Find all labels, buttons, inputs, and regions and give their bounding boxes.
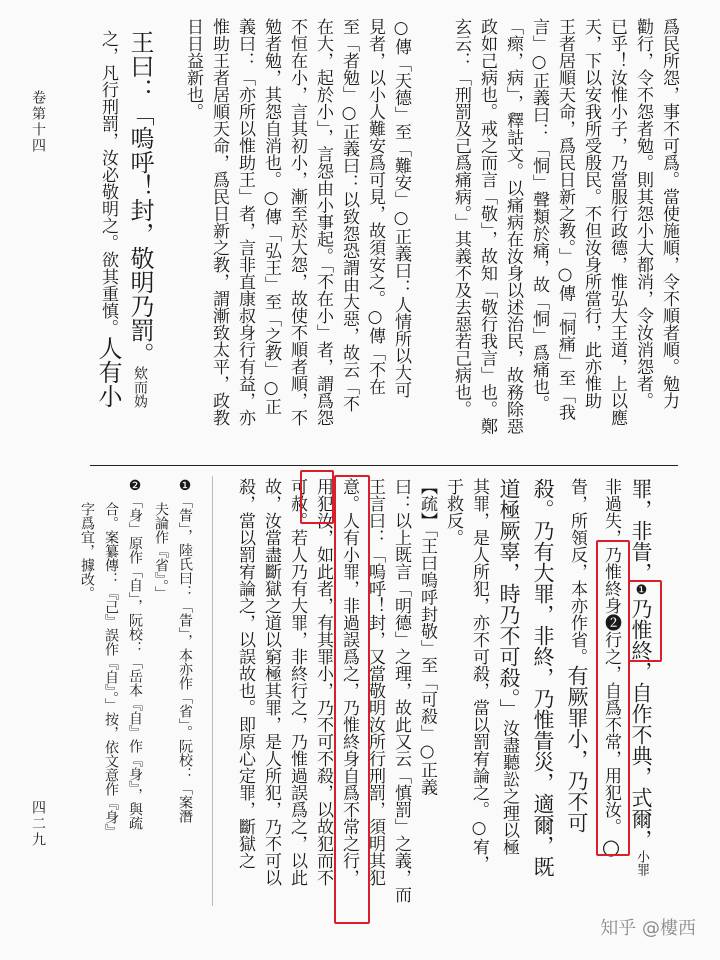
main-text-column <box>128 30 152 408</box>
page-number: 四二九 <box>30 800 46 848</box>
note-entry <box>154 502 168 600</box>
note-entry <box>80 502 94 600</box>
main-text: 乃惟終，自作不典，式爾， <box>629 598 653 850</box>
inline-commentary: 汝盡聽訟之理以極 <box>499 719 519 856</box>
main-text-column <box>630 478 651 876</box>
note-text: 「眚」，陸氏曰：「眚」，本亦作「省」。阮校：「案潛 <box>177 494 193 823</box>
commentary-column: 故，汝當盡斷獄之道以窮極其罪，是人所犯，乃不可以 <box>261 478 281 886</box>
commentary-column: 勉者勉，其怨自消也。○傳「弘王」至「之教」○正 <box>261 18 281 415</box>
note-text: 合。案纂傳：『己』誤作『自』。」按，依文意作『身』 <box>103 502 119 838</box>
commentary-column: 意。人有小罪，非過誤爲之，乃惟終身自爲不常之行， <box>339 478 359 886</box>
commentary-column: 至「者勉」○正義曰：以致怨恐謂由大惡，故云「不 <box>339 18 359 412</box>
note-text: 夫論作『省』。」 <box>153 502 169 600</box>
main-text: 有厥罪小，乃不可 <box>565 665 589 833</box>
commentary-column: 玄云：「刑罰及己爲痛病。」其義不及去惡若己病也。 <box>451 18 471 418</box>
commentary-column: 政如己病也。戒之而言「敬」，故知「敬行我言」也。鄭 <box>477 18 497 435</box>
inline-commentary: 非過失，乃惟終身❷行之，自爲不常，用犯汝。 <box>601 478 621 835</box>
commentary-column: 可赦。若人乃有大罪，非終行之，乃惟過誤爲之，以此 <box>287 478 307 886</box>
commentary-column: 天，下以安我所受殷民。不但汝身所當行，此亦惟助 <box>581 18 601 409</box>
commentary-column: 其罪，是人所犯，亦不可殺，當以罰宥論之。○宥， <box>469 478 489 872</box>
main-text-column: 殺。乃有大罪，非終，乃惟眚災，適爾，既 <box>531 478 555 877</box>
commentary-column: 言」○正義曰：「恫」聲類於痛，故「恫」爲痛也。 <box>529 18 549 412</box>
commentary-column: 用犯汝，如此者，有其罪小，乃不可不殺，以故犯而不 <box>313 478 333 886</box>
commentary-column: 已乎！汝惟小子，乃當服行政德，惟弘大王道，上以應 <box>607 18 627 426</box>
commentary-column: 「瘝，病」，釋詁文。以痛病在汝身以述治民，故務除惡 <box>503 18 523 435</box>
inline-commentary: 小罪 <box>634 850 649 876</box>
pronunciation-note: 欸而妫 <box>132 366 148 408</box>
commentary-column: 惟助王者居順天命，爲民日新之教，謂漸致太平，政教 <box>209 18 229 426</box>
main-text-column <box>96 30 120 408</box>
commentary-column: 王者居順天命，爲民日新之教。」○傳「恫痛」至「我 <box>555 18 575 421</box>
note-entry <box>178 478 192 823</box>
main-text-column <box>600 478 621 859</box>
main-text: 人有小 <box>94 336 122 408</box>
commentary-column: 爲民所怨，事不可爲。當使施順，令不順者順。勉力 <box>659 18 679 409</box>
note-text: 字爲宜，據改。 <box>79 502 95 600</box>
watermark: 知乎 @樓西 <box>600 918 696 939</box>
note-mark: ❶ <box>634 583 649 598</box>
commentary-column: 義曰：「亦所以惟助王」者，言非直康叔身行有益，亦 <box>235 18 255 426</box>
commentary-column: 王言曰：「嗚呼！封，又當敬明汝所行刑罰，須明其犯 <box>365 478 385 886</box>
commentary-column: 殺，當以罰宥論之，以誤故也。即原心定罪，斷獄之 <box>235 478 255 869</box>
commentary-column: 于救反。 <box>443 478 463 546</box>
main-text: 王曰：「嗚呼！封，敬明乃罰。 <box>126 30 154 366</box>
note-entry <box>128 478 142 830</box>
main-text: ○ <box>599 835 623 859</box>
commentary-column: 見者，以小人難安爲可見，故須安之。○傳「不在 <box>365 18 385 395</box>
volume-label: 卷第十四 <box>30 90 46 154</box>
commentary-column: 勸行，令不怨者勉。則其怨小大都消，令汝消怨者。 <box>633 18 653 409</box>
note-entry <box>104 502 118 838</box>
main-text-column <box>566 478 587 833</box>
inline-commentary: 眚，所領反，本亦作省。 <box>567 478 587 665</box>
commentary-column: 不恒在小，言其初小，漸至於大怨，故使不順者順，不 <box>287 18 307 426</box>
notes-separator <box>212 476 213 906</box>
note-text: 「身」原作「自」，阮校：「岳本『自』作『身』，與疏 <box>127 494 143 830</box>
main-text-column <box>498 478 519 856</box>
main-text: 罪，非眚， <box>629 478 653 583</box>
commentary-column: ○傳「天德」至「難安」○正義曰：人情所以大可 <box>391 18 411 398</box>
commentary-column: 曰：以上既言「明德」之理，故此又云「慎罰」之義，而 <box>391 478 411 903</box>
main-text: 道極厥辜，時乃不可殺。」 <box>497 478 521 720</box>
commentary-column: 在大，起於小」，言怨由小事起。「不在小」者，謂爲怨 <box>313 18 333 426</box>
commentary-column: 【疏】「王曰嗚呼封敬」至「可殺」○正義 <box>417 478 437 796</box>
note-mark: ❶ <box>177 478 193 494</box>
note-mark: ❷ <box>127 478 143 494</box>
section-divider <box>90 465 678 466</box>
commentary-column: 日日益新也。 <box>183 18 203 120</box>
inline-commentary: 之，凡行刑罰，汝必敬明之。欲其重慎。 <box>98 30 118 336</box>
